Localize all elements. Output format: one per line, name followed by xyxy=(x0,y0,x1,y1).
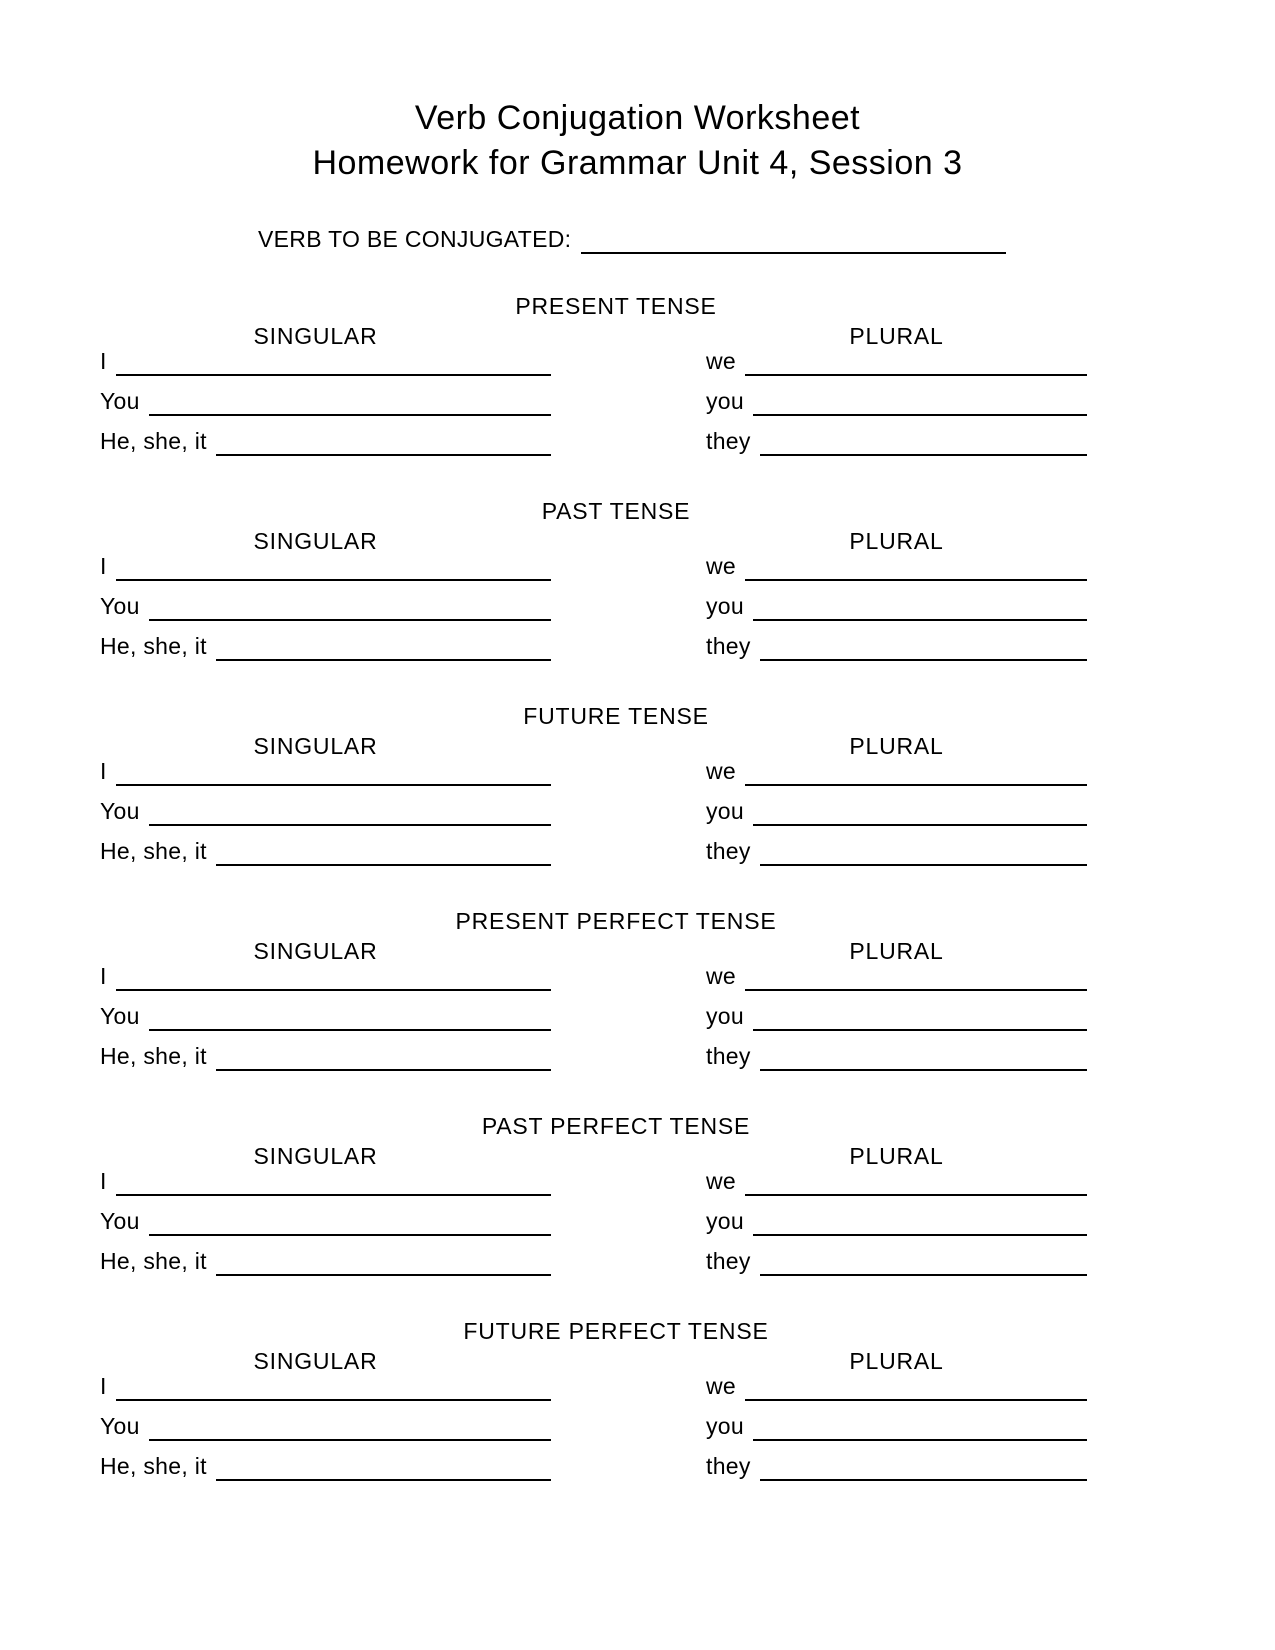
singular-cell xyxy=(100,1031,551,1071)
tense-section-present-perfect xyxy=(100,906,1087,1071)
plural-cell xyxy=(706,826,1087,866)
answer-blank[interactable] xyxy=(149,798,551,826)
answer-blank[interactable] xyxy=(753,1003,1087,1031)
pronoun-label: you xyxy=(706,1413,744,1439)
tense-title: FUTURE PERFECT TENSE xyxy=(463,1318,769,1344)
singular-cell xyxy=(100,1361,551,1401)
singular-cell xyxy=(100,826,551,866)
tense-section-present xyxy=(100,291,1087,456)
answer-blank[interactable] xyxy=(116,758,551,786)
conjugation-row xyxy=(100,1401,1087,1441)
plural-cell xyxy=(706,1156,1087,1196)
answer-blank[interactable] xyxy=(760,1248,1087,1276)
singular-header: SINGULAR xyxy=(253,1143,378,1169)
answer-blank[interactable] xyxy=(149,593,551,621)
conjugation-rows xyxy=(100,1156,1087,1276)
tense-section-future xyxy=(100,701,1087,866)
pronoun-label: He, she, it xyxy=(100,1248,207,1274)
tense-title: PAST PERFECT TENSE xyxy=(481,1113,751,1139)
worksheet-content xyxy=(100,224,1087,1481)
answer-blank[interactable] xyxy=(753,798,1087,826)
answer-blank[interactable] xyxy=(760,1043,1087,1071)
tense-title: PRESENT PERFECT TENSE xyxy=(455,908,777,934)
pronoun-label: You xyxy=(100,1413,140,1439)
pronoun-label: they xyxy=(706,1248,751,1274)
conjugation-row xyxy=(100,1031,1087,1071)
conjugation-row xyxy=(100,826,1087,866)
plural-cell xyxy=(706,621,1087,661)
pronoun-label: they xyxy=(706,1043,751,1069)
answer-blank[interactable] xyxy=(216,838,551,866)
plural-header: PLURAL xyxy=(849,733,944,759)
pronoun-label: He, she, it xyxy=(100,838,207,864)
singular-cell xyxy=(100,1156,551,1196)
pronoun-label: He, she, it xyxy=(100,428,207,454)
plural-header: PLURAL xyxy=(849,1348,944,1374)
pronoun-label: you xyxy=(706,798,744,824)
plural-cell xyxy=(706,786,1087,826)
conjugation-row xyxy=(100,1361,1087,1401)
conjugation-row xyxy=(100,951,1087,991)
conjugation-row xyxy=(100,416,1087,456)
conjugation-row xyxy=(100,746,1087,786)
singular-cell xyxy=(100,1236,551,1276)
answer-blank[interactable] xyxy=(216,1043,551,1071)
page-title-line-1: Verb Conjugation Worksheet xyxy=(414,99,861,137)
plural-cell xyxy=(706,416,1087,456)
answer-blank[interactable] xyxy=(753,1413,1087,1441)
pronoun-label: they xyxy=(706,838,751,864)
pronoun-label: we xyxy=(706,1168,737,1194)
answer-blank[interactable] xyxy=(745,553,1087,581)
answer-blank[interactable] xyxy=(116,553,551,581)
tense-section-future-perfect xyxy=(100,1316,1087,1481)
answer-blank[interactable] xyxy=(149,1413,551,1441)
conjugation-row xyxy=(100,336,1087,376)
pronoun-label: He, she, it xyxy=(100,633,207,659)
pronoun-label: you xyxy=(706,388,744,414)
singular-cell xyxy=(100,1401,551,1441)
pronoun-label: we xyxy=(706,758,737,784)
answer-blank[interactable] xyxy=(745,758,1087,786)
pronoun-label: You xyxy=(100,798,140,824)
plural-header: PLURAL xyxy=(849,1143,944,1169)
singular-header: SINGULAR xyxy=(253,938,378,964)
pronoun-label: You xyxy=(100,1003,140,1029)
pronoun-label: I xyxy=(100,758,107,784)
conjugation-row xyxy=(100,1441,1087,1481)
conjugation-row xyxy=(100,991,1087,1031)
pronoun-label: I xyxy=(100,1373,107,1399)
plural-header: PLURAL xyxy=(849,528,944,554)
singular-cell xyxy=(100,336,551,376)
answer-blank[interactable] xyxy=(760,1453,1087,1481)
plural-cell xyxy=(706,1196,1087,1236)
answer-blank[interactable] xyxy=(745,1373,1087,1401)
answer-blank[interactable] xyxy=(116,1168,551,1196)
pronoun-label: I xyxy=(100,348,107,374)
page-title-line-2: Homework for Grammar Unit 4, Session 3 xyxy=(312,144,963,182)
pronoun-label: He, she, it xyxy=(100,1043,207,1069)
tense-sections xyxy=(100,291,1087,1481)
plural-cell xyxy=(706,376,1087,416)
pronoun-label: You xyxy=(100,593,140,619)
plural-cell xyxy=(706,336,1087,376)
conjugation-row xyxy=(100,1196,1087,1236)
answer-blank[interactable] xyxy=(149,1208,551,1236)
verb-prompt-label: VERB TO BE CONJUGATED: xyxy=(258,226,572,252)
plural-cell xyxy=(706,581,1087,621)
singular-cell xyxy=(100,1196,551,1236)
plural-cell xyxy=(706,541,1087,581)
singular-header: SINGULAR xyxy=(253,323,378,349)
answer-blank[interactable] xyxy=(216,633,551,661)
conjugation-row xyxy=(100,581,1087,621)
singular-cell xyxy=(100,621,551,661)
plural-cell xyxy=(706,1031,1087,1071)
pronoun-label: we xyxy=(706,348,737,374)
plural-cell xyxy=(706,1401,1087,1441)
plural-cell xyxy=(706,1236,1087,1276)
conjugation-rows xyxy=(100,336,1087,456)
pronoun-label: I xyxy=(100,963,107,989)
answer-blank[interactable] xyxy=(753,1208,1087,1236)
pronoun-label: they xyxy=(706,428,751,454)
pronoun-label: I xyxy=(100,1168,107,1194)
tense-title: PAST TENSE xyxy=(541,498,691,524)
singular-cell xyxy=(100,746,551,786)
tense-section-past xyxy=(100,496,1087,661)
answer-blank[interactable] xyxy=(149,388,551,416)
pronoun-label: He, she, it xyxy=(100,1453,207,1479)
answer-blank[interactable] xyxy=(216,1453,551,1481)
plural-header: PLURAL xyxy=(849,938,944,964)
conjugation-row xyxy=(100,621,1087,661)
singular-cell xyxy=(100,376,551,416)
answer-blank[interactable] xyxy=(116,1373,551,1401)
conjugation-row xyxy=(100,1156,1087,1196)
tense-title: PRESENT TENSE xyxy=(515,293,717,319)
answer-blank[interactable] xyxy=(753,388,1087,416)
pronoun-label: I xyxy=(100,553,107,579)
singular-cell xyxy=(100,991,551,1031)
answer-blank[interactable] xyxy=(760,633,1087,661)
conjugation-rows xyxy=(100,1361,1087,1481)
singular-cell xyxy=(100,951,551,991)
conjugation-rows xyxy=(100,541,1087,661)
answer-blank[interactable] xyxy=(745,1168,1087,1196)
plural-cell xyxy=(706,1441,1087,1481)
conjugation-row xyxy=(100,376,1087,416)
plural-header: PLURAL xyxy=(849,323,944,349)
conjugation-row xyxy=(100,541,1087,581)
conjugation-row xyxy=(100,1236,1087,1276)
pronoun-label: you xyxy=(706,593,744,619)
singular-cell xyxy=(100,1441,551,1481)
verb-prompt-row xyxy=(100,224,1087,254)
pronoun-label: we xyxy=(706,963,737,989)
answer-blank[interactable] xyxy=(216,428,551,456)
singular-cell xyxy=(100,416,551,456)
plural-cell xyxy=(706,991,1087,1031)
answer-blank[interactable] xyxy=(149,1003,551,1031)
answer-blank[interactable] xyxy=(745,963,1087,991)
answer-blank[interactable] xyxy=(745,348,1087,376)
singular-header: SINGULAR xyxy=(253,1348,378,1374)
pronoun-label: You xyxy=(100,388,140,414)
answer-blank[interactable] xyxy=(216,1248,551,1276)
pronoun-label: you xyxy=(706,1003,744,1029)
page-title xyxy=(0,96,1275,186)
answer-blank[interactable] xyxy=(760,428,1087,456)
answer-blank[interactable] xyxy=(760,838,1087,866)
plural-cell xyxy=(706,951,1087,991)
pronoun-label: You xyxy=(100,1208,140,1234)
pronoun-label: they xyxy=(706,1453,751,1479)
singular-header: SINGULAR xyxy=(253,733,378,759)
plural-cell xyxy=(706,1361,1087,1401)
singular-header: SINGULAR xyxy=(253,528,378,554)
conjugation-rows xyxy=(100,951,1087,1071)
tense-section-past-perfect xyxy=(100,1111,1087,1276)
conjugation-rows xyxy=(100,746,1087,866)
answer-blank[interactable] xyxy=(753,593,1087,621)
answer-blank[interactable] xyxy=(116,963,551,991)
tense-title: FUTURE TENSE xyxy=(523,703,709,729)
pronoun-label: you xyxy=(706,1208,744,1234)
pronoun-label: we xyxy=(706,1373,737,1399)
plural-cell xyxy=(706,746,1087,786)
verb-blank[interactable] xyxy=(581,226,1006,254)
pronoun-label: they xyxy=(706,633,751,659)
singular-cell xyxy=(100,786,551,826)
singular-cell xyxy=(100,541,551,581)
pronoun-label: we xyxy=(706,553,737,579)
singular-cell xyxy=(100,581,551,621)
conjugation-row xyxy=(100,786,1087,826)
answer-blank[interactable] xyxy=(116,348,551,376)
